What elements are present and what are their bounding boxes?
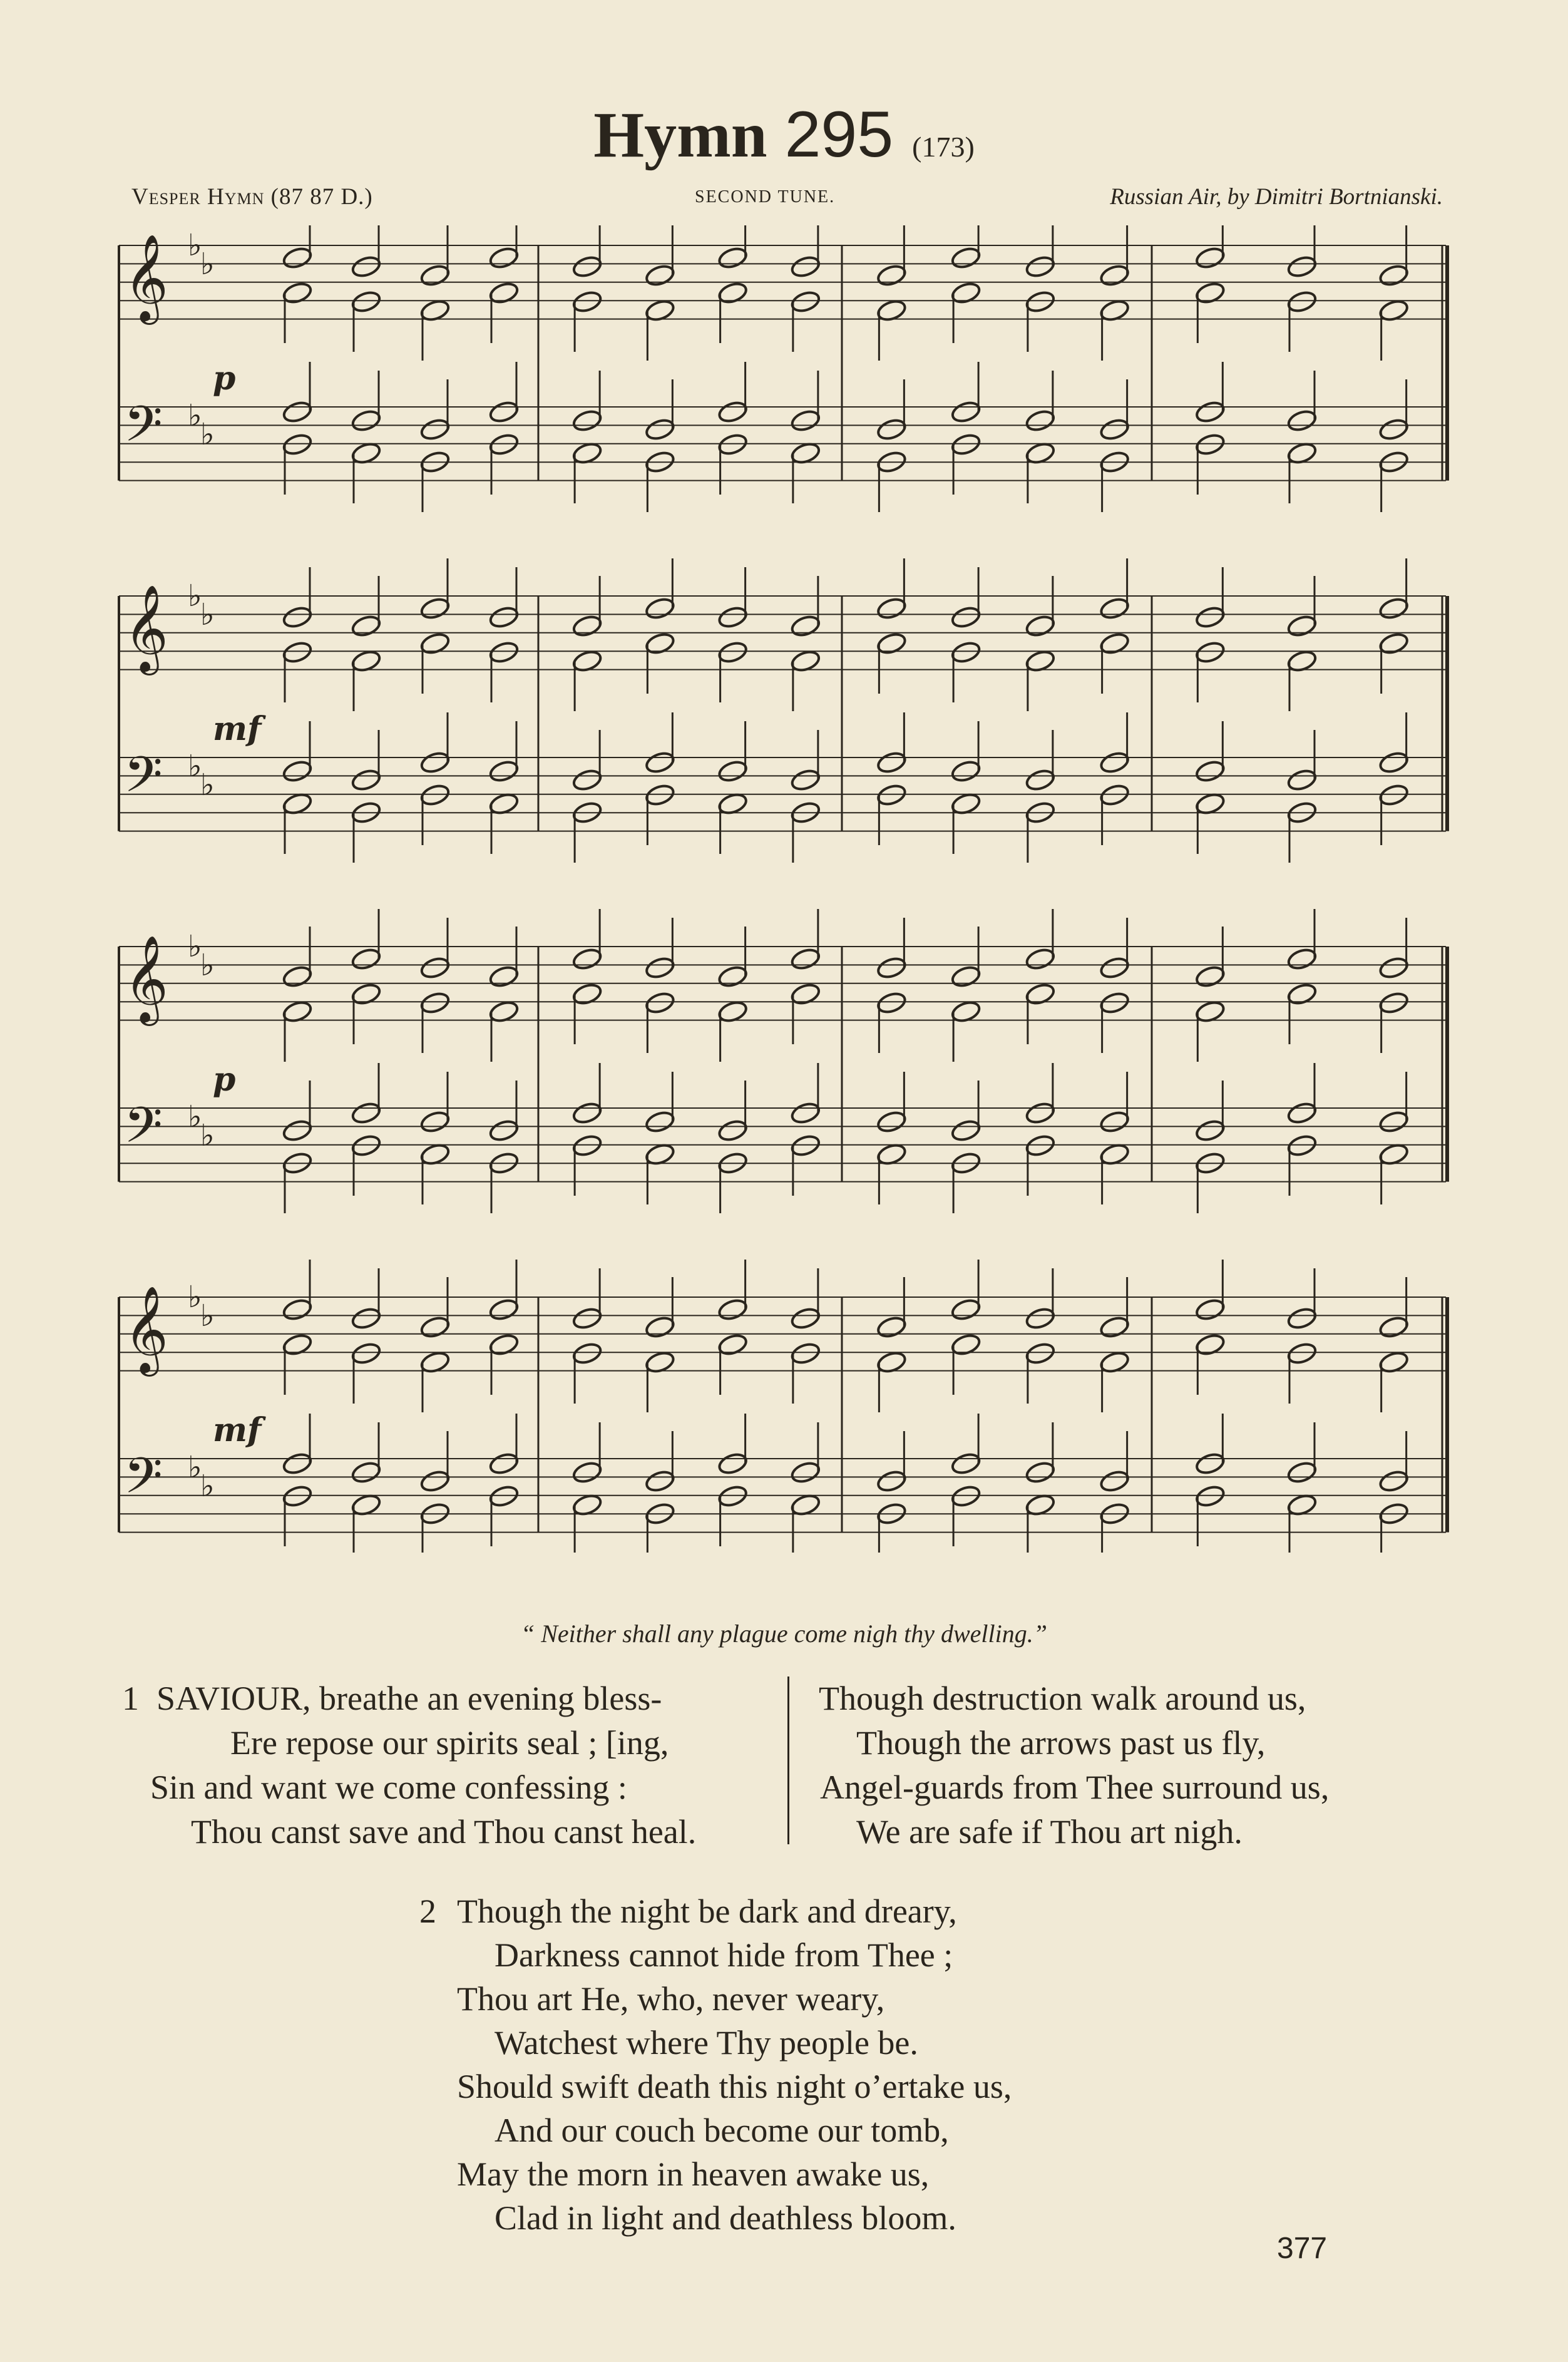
- note-head: [351, 982, 382, 1006]
- flat-sign: ♭: [188, 578, 202, 614]
- note-head: [644, 750, 675, 774]
- note-head: [1025, 1306, 1056, 1330]
- note-head: [1378, 1315, 1410, 1339]
- note-head: [790, 289, 821, 314]
- note-head: [717, 245, 749, 270]
- note-head: [790, 408, 821, 433]
- note-head: [351, 1306, 382, 1330]
- note-head: [488, 1297, 520, 1322]
- note-head: [1194, 280, 1226, 305]
- note-head: [1025, 982, 1056, 1006]
- note-head: [950, 964, 981, 988]
- note-head: [950, 245, 981, 270]
- flat-sign: ♭: [200, 1118, 215, 1153]
- note-head: [790, 768, 821, 792]
- note-head: [1286, 1101, 1318, 1125]
- stanza-1-line-5: Though destruction walk around us,: [819, 1680, 1306, 1717]
- note-head: [790, 614, 821, 638]
- bass-clef: 𝄢: [124, 1096, 163, 1166]
- flat-sign: ♭: [200, 948, 215, 983]
- note-head: [1194, 1297, 1226, 1322]
- note-head: [717, 605, 749, 629]
- note-head: [488, 245, 520, 270]
- note-head: [1194, 399, 1226, 424]
- note-head: [419, 955, 451, 980]
- note-head: [351, 254, 382, 279]
- music-score: [113, 225, 1458, 1553]
- note-head: [790, 1341, 821, 1365]
- hymn-number: 295: [784, 98, 894, 171]
- column-divider: [787, 1677, 789, 1844]
- note-head: [1378, 596, 1410, 620]
- stanza-1-line-1: SAVIOUR, breathe an evening bless-: [156, 1680, 662, 1717]
- stanza-2-line-1: Though the night be dark and dreary,: [457, 1892, 957, 1930]
- note-head: [488, 640, 520, 664]
- flat-sign: ♭: [200, 768, 215, 803]
- note-head: [351, 1460, 382, 1484]
- note-head: [1286, 289, 1318, 314]
- note-head: [282, 399, 313, 424]
- note-head: [488, 605, 520, 629]
- note-head: [717, 1484, 749, 1508]
- stanza-2-line-3: Thou art He, who, never weary,: [457, 1980, 885, 2018]
- flat-sign: ♭: [188, 1280, 202, 1315]
- note-head: [717, 432, 749, 456]
- note-head: [571, 1306, 603, 1330]
- note-head: [950, 432, 981, 456]
- tune-name: Vesper Hymn (87 87 D.): [131, 184, 373, 210]
- note-head: [1025, 408, 1056, 433]
- flat-sign: ♭: [188, 228, 202, 263]
- note-head: [419, 1469, 451, 1493]
- note-head: [644, 417, 675, 441]
- note-head: [950, 1484, 981, 1508]
- note-head: [790, 254, 821, 279]
- note-head: [419, 596, 451, 620]
- note-head: [644, 263, 675, 287]
- note-head: [717, 1118, 749, 1142]
- note-head: [1099, 990, 1130, 1015]
- dynamic-marking: p: [213, 359, 236, 398]
- note-head: [1025, 768, 1056, 792]
- note-head: [790, 1101, 821, 1125]
- note-head: [950, 280, 981, 305]
- note-head: [1286, 1460, 1318, 1484]
- note-head: [1194, 964, 1226, 988]
- note-head: [876, 750, 907, 774]
- note-head: [876, 263, 907, 287]
- flat-sign: ♭: [188, 929, 202, 964]
- note-head: [1194, 245, 1226, 270]
- note-head: [571, 982, 603, 1006]
- stanza-2-line-8: Clad in light and deathless bloom.: [494, 2199, 956, 2237]
- note-head: [1099, 1469, 1130, 1493]
- note-head: [950, 1451, 981, 1476]
- bass-clef: 𝄢: [124, 395, 163, 465]
- note-head: [1099, 631, 1130, 655]
- note-head: [571, 1341, 603, 1365]
- note-head: [1194, 640, 1226, 664]
- note-head: [876, 631, 907, 655]
- note-head: [488, 759, 520, 783]
- note-head: [950, 605, 981, 629]
- flat-sign: ♭: [200, 1298, 215, 1333]
- flat-sign: ♭: [188, 1099, 202, 1134]
- note-head: [876, 1109, 907, 1134]
- tune-source: Russian Air, by Dimitri Bortnianski.: [1110, 184, 1443, 210]
- note-head: [1099, 955, 1130, 980]
- note-head: [1099, 596, 1130, 620]
- note-head: [717, 1297, 749, 1322]
- note-head: [1194, 1484, 1226, 1508]
- treble-clef: 𝄞: [124, 585, 168, 672]
- hymn-title: [0, 94, 1568, 188]
- note-head: [1025, 614, 1056, 638]
- note-head: [1194, 605, 1226, 629]
- note-head: [351, 1133, 382, 1158]
- note-head: [950, 1297, 981, 1322]
- note-head: [1194, 759, 1226, 783]
- note-head: [488, 1484, 520, 1508]
- treble-clef: 𝄞: [124, 234, 168, 321]
- note-head: [644, 1469, 675, 1493]
- stanza-2-line-2: Darkness cannot hide from Thee ;: [494, 1936, 953, 1974]
- note-head: [419, 783, 451, 807]
- note-head: [1286, 947, 1318, 971]
- epigraph: “ Neither shall any plague come nigh thy dwelling.”: [520, 1620, 1048, 1648]
- note-head: [950, 1332, 981, 1357]
- note-head: [950, 399, 981, 424]
- note-head: [351, 1341, 382, 1365]
- note-head: [1378, 990, 1410, 1015]
- stanza-1-line-2: Ere repose our spirits seal ; [ing,: [230, 1724, 669, 1762]
- dynamic-marking: p: [213, 1060, 236, 1099]
- dynamic-marking: mf: [213, 710, 262, 748]
- dynamic-marking: mf: [213, 1411, 262, 1449]
- note-head: [644, 1109, 675, 1134]
- note-head: [1025, 254, 1056, 279]
- note-head: [419, 631, 451, 655]
- note-head: [282, 759, 313, 783]
- note-head: [876, 417, 907, 441]
- note-head: [488, 964, 520, 988]
- note-head: [1378, 1469, 1410, 1493]
- note-head: [1099, 417, 1130, 441]
- treble-clef: 𝄞: [124, 935, 168, 1022]
- note-head: [1378, 783, 1410, 807]
- flat-sign: ♭: [188, 749, 202, 784]
- note-head: [571, 254, 603, 279]
- note-head: [282, 1451, 313, 1476]
- note-head: [790, 1133, 821, 1158]
- note-head: [571, 289, 603, 314]
- note-head: [351, 408, 382, 433]
- note-head: [1099, 263, 1130, 287]
- note-head: [1378, 263, 1410, 287]
- note-head: [876, 596, 907, 620]
- treble-clef: 𝄞: [124, 1286, 168, 1373]
- note-head: [571, 1460, 603, 1484]
- note-head: [950, 759, 981, 783]
- note-head: [790, 982, 821, 1006]
- stanza-2-number: 2: [419, 1892, 436, 1930]
- flat-sign: ♭: [200, 417, 215, 452]
- note-head: [644, 1315, 675, 1339]
- note-head: [790, 947, 821, 971]
- note-head: [1025, 289, 1056, 314]
- note-head: [717, 1451, 749, 1476]
- note-head: [419, 1315, 451, 1339]
- note-head: [571, 408, 603, 433]
- note-head: [1378, 750, 1410, 774]
- note-head: [351, 947, 382, 971]
- flat-sign: ♭: [200, 247, 215, 282]
- stanza-2-line-5: Should swift death this night o’ertake us,: [457, 2068, 1012, 2105]
- stanza-2-line-4: Watchest where Thy people be.: [494, 2024, 918, 2062]
- note-head: [1378, 1109, 1410, 1134]
- stanza-1-line-6: Though the arrows past us fly,: [856, 1724, 1266, 1762]
- note-head: [717, 964, 749, 988]
- note-head: [282, 245, 313, 270]
- note-head: [282, 1332, 313, 1357]
- note-head: [1194, 432, 1226, 456]
- note-head: [488, 1332, 520, 1357]
- note-head: [282, 964, 313, 988]
- note-head: [644, 631, 675, 655]
- hymn-title-word: Hymn: [593, 99, 767, 171]
- note-head: [571, 947, 603, 971]
- flat-sign: ♭: [188, 1450, 202, 1485]
- note-head: [644, 596, 675, 620]
- note-head: [419, 1109, 451, 1134]
- note-head: [282, 1297, 313, 1322]
- note-head: [1286, 1306, 1318, 1330]
- note-head: [351, 768, 382, 792]
- note-head: [351, 289, 382, 314]
- bass-clef: 𝄢: [124, 1447, 163, 1517]
- note-head: [644, 990, 675, 1015]
- note-head: [1378, 955, 1410, 980]
- note-head: [282, 1484, 313, 1508]
- note-head: [419, 263, 451, 287]
- note-head: [1194, 1118, 1226, 1142]
- stanza-2-line-7: May the morn in heaven awake us,: [457, 2155, 930, 2193]
- note-head: [1286, 982, 1318, 1006]
- note-head: [419, 990, 451, 1015]
- stanza-1-number: 1: [122, 1680, 139, 1717]
- note-head: [876, 955, 907, 980]
- note-head: [790, 1460, 821, 1484]
- note-head: [644, 955, 675, 980]
- note-head: [717, 759, 749, 783]
- note-head: [1286, 614, 1318, 638]
- note-head: [717, 399, 749, 424]
- note-head: [1099, 1315, 1130, 1339]
- note-head: [571, 768, 603, 792]
- tune-label: SECOND TUNE.: [695, 187, 836, 207]
- note-head: [1286, 768, 1318, 792]
- hymn-alt-number: (173): [912, 131, 975, 163]
- note-head: [1194, 1451, 1226, 1476]
- note-head: [571, 1101, 603, 1125]
- flat-sign: ♭: [200, 1469, 215, 1504]
- note-head: [950, 640, 981, 664]
- note-head: [1025, 1460, 1056, 1484]
- note-head: [1025, 1341, 1056, 1365]
- note-head: [644, 783, 675, 807]
- note-head: [351, 1101, 382, 1125]
- stanza-2-line-6: And our couch become our tomb,: [494, 2112, 949, 2149]
- note-head: [282, 640, 313, 664]
- note-head: [282, 280, 313, 305]
- note-head: [488, 1451, 520, 1476]
- note-head: [1025, 947, 1056, 971]
- note-head: [1286, 1341, 1318, 1365]
- page-number: 377: [1277, 2232, 1328, 2265]
- note-head: [1286, 408, 1318, 433]
- note-head: [1378, 631, 1410, 655]
- note-head: [282, 1118, 313, 1142]
- note-head: [571, 1133, 603, 1158]
- note-head: [488, 280, 520, 305]
- note-head: [571, 614, 603, 638]
- note-head: [1099, 750, 1130, 774]
- stanza-1-line-4: Thou canst save and Thou canst heal.: [191, 1813, 697, 1851]
- note-head: [876, 1469, 907, 1493]
- note-head: [419, 750, 451, 774]
- note-head: [717, 1332, 749, 1357]
- note-head: [876, 990, 907, 1015]
- note-head: [1286, 254, 1318, 279]
- note-head: [717, 280, 749, 305]
- note-head: [1025, 1101, 1056, 1125]
- note-head: [1099, 1109, 1130, 1134]
- note-head: [876, 783, 907, 807]
- note-head: [1025, 1133, 1056, 1158]
- note-head: [488, 432, 520, 456]
- note-head: [488, 399, 520, 424]
- note-head: [950, 1118, 981, 1142]
- flat-sign: ♭: [188, 398, 202, 433]
- stanza-1-line-8: We are safe if Thou art nigh.: [856, 1813, 1243, 1851]
- note-head: [282, 605, 313, 629]
- note-head: [351, 614, 382, 638]
- note-head: [1099, 783, 1130, 807]
- note-head: [790, 1306, 821, 1330]
- flat-sign: ♭: [200, 597, 215, 632]
- note-head: [1286, 1133, 1318, 1158]
- note-head: [419, 417, 451, 441]
- note-head: [1378, 417, 1410, 441]
- note-head: [1194, 1332, 1226, 1357]
- stanza-1-line-7: Angel-guards from Thee surround us,: [820, 1769, 1330, 1806]
- note-head: [717, 640, 749, 664]
- note-head: [488, 1118, 520, 1142]
- note-head: [282, 432, 313, 456]
- stanza-1-line-3: Sin and want we come confessing :: [150, 1769, 627, 1806]
- bass-clef: 𝄢: [124, 746, 163, 816]
- note-head: [876, 1315, 907, 1339]
